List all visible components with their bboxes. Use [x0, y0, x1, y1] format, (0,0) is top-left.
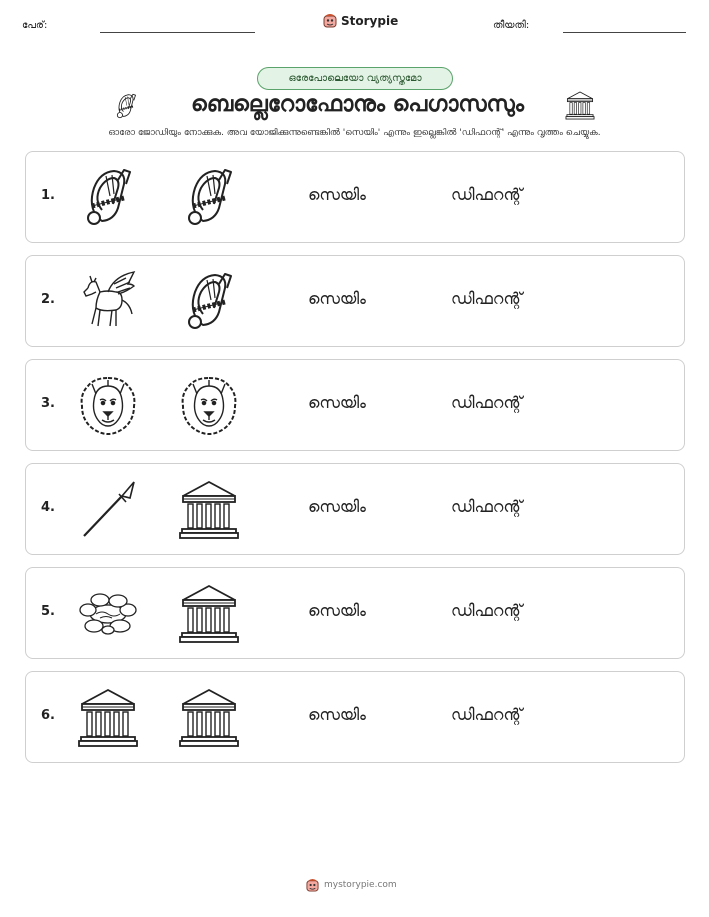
- same-option[interactable]: സെയിം: [308, 497, 366, 516]
- lion-icon: [179, 374, 239, 436]
- footer-site[interactable]: mystorypie.com: [324, 880, 397, 890]
- different-option[interactable]: ഡിഫറന്റ്: [451, 601, 523, 620]
- same-option[interactable]: സെയിം: [308, 601, 366, 620]
- spear-icon: [78, 478, 138, 540]
- worksheet-header: [0, 0, 709, 50]
- question-row: [25, 463, 685, 555]
- instructions: ഓരോ ജോഡിയും നോക്കുക. അവ യോജിക്കുന്നുണ്ടെങ്കിൽ 'സെയിം' എന്നും ഇല്ലെങ്കിൽ 'ഡിഫറന്റ്' എന്നും വൃത്തം ചെയ്യുക.: [108, 128, 601, 138]
- bridle-icon: [179, 166, 239, 228]
- bridle-icon: [113, 90, 139, 122]
- same-option[interactable]: സെയിം: [308, 705, 366, 724]
- date-label: തീയതി:: [493, 20, 530, 31]
- name-label: പേര്:: [22, 20, 48, 31]
- temple-icon: [565, 90, 595, 120]
- footer: [306, 878, 397, 892]
- date-line[interactable]: [563, 32, 686, 33]
- same-option[interactable]: സെയിം: [308, 393, 366, 412]
- temple-icon: [179, 582, 239, 644]
- different-option[interactable]: ഡിഫറന്റ്: [451, 705, 523, 724]
- question-row: [25, 671, 685, 763]
- temple-icon: [179, 686, 239, 748]
- same-option[interactable]: സെയിം: [308, 185, 366, 204]
- temple-icon: [179, 478, 239, 540]
- brand-name: Storypie: [341, 13, 399, 28]
- question-number: 3.: [41, 396, 55, 411]
- title-row: [0, 88, 709, 128]
- different-option[interactable]: ഡിഫറന്റ്: [451, 289, 523, 308]
- question-row: [25, 151, 685, 243]
- question-row: [25, 255, 685, 347]
- worksheet-type-badge: ഒരേപോലെയോ വ്യത്യസ്തമോ: [257, 67, 453, 90]
- bridle-icon: [179, 270, 239, 332]
- question-number: 4.: [41, 500, 55, 515]
- page-title: ബെല്ലെറോഫോനും പെഗാസസും: [191, 92, 524, 117]
- temple-icon: [78, 686, 138, 748]
- bridle-icon: [78, 166, 138, 228]
- question-number: 5.: [41, 604, 55, 619]
- different-option[interactable]: ഡിഫറന്റ്: [451, 393, 523, 412]
- storypie-logo-icon: [306, 878, 319, 892]
- question-number: 2.: [41, 292, 55, 307]
- storypie-logo-icon: [323, 13, 337, 28]
- spring-icon: [78, 582, 138, 644]
- same-option[interactable]: സെയിം: [308, 289, 366, 308]
- question-row: [25, 359, 685, 451]
- different-option[interactable]: ഡിഫറന്റ്: [451, 497, 523, 516]
- question-number: 1.: [41, 188, 55, 203]
- lion-icon: [78, 374, 138, 436]
- pegasus-icon: [78, 270, 138, 332]
- different-option[interactable]: ഡിഫറന്റ്: [451, 185, 523, 204]
- brand: [323, 13, 398, 28]
- question-row: [25, 567, 685, 659]
- question-number: 6.: [41, 708, 55, 723]
- name-line[interactable]: [100, 32, 255, 33]
